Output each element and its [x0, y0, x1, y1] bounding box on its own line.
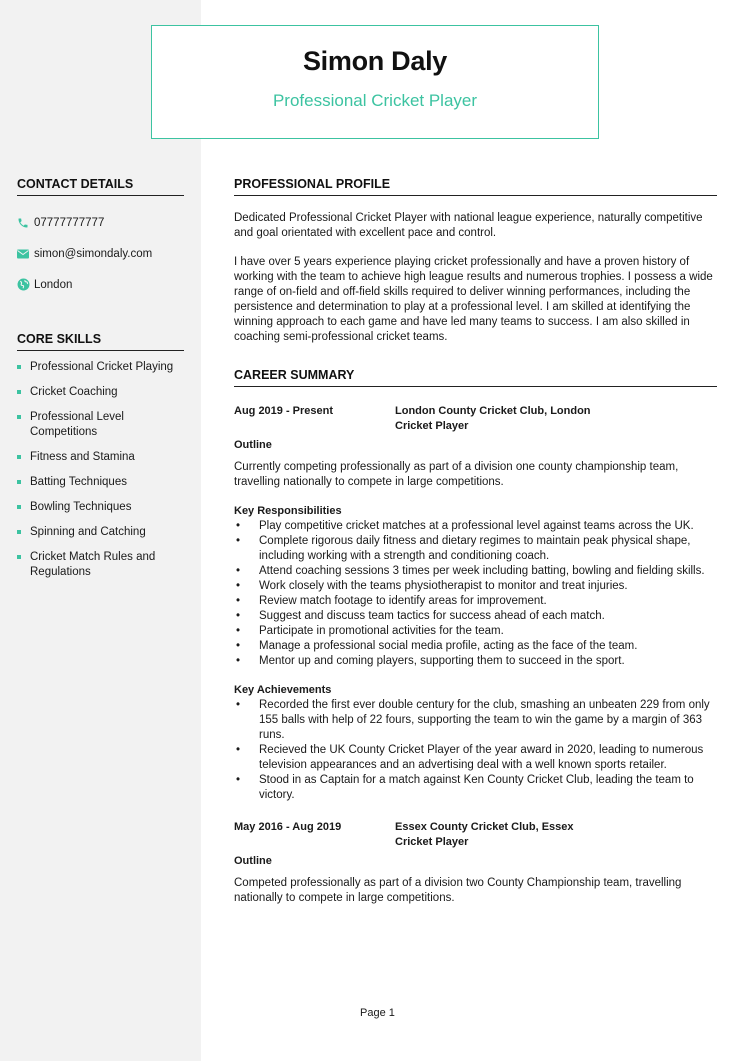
- job-dates: May 2016 - Aug 2019: [234, 821, 342, 833]
- responsibility-item: • Manage a professional social media profile, acting as the face of the team.: [234, 639, 717, 654]
- contact-location: [17, 269, 184, 300]
- contact-email-text[interactable]: simon@simondaly.com: [34, 247, 153, 260]
- responsibility-item: • Attend coaching sessions 3 times per week including batting, bowling and fielding skills.: [234, 564, 717, 579]
- job-place: [395, 404, 717, 434]
- main-content: [234, 177, 717, 906]
- achievement-item: • Recorded the first ever double century for the club, smashing an unbeaten 229 from only 155 balls with help of 22 fours, supporting the team to win the game by a margin of 363 runs.: [234, 698, 717, 743]
- job-role: Cricket Player: [395, 836, 469, 848]
- job-header: [234, 404, 717, 434]
- job-entry: [234, 820, 717, 906]
- skill-item: Cricket Coaching: [17, 385, 184, 400]
- responsibility-item: • Participate in promotional activities for the team.: [234, 624, 717, 639]
- skill-item: Professional Level Competitions: [17, 410, 184, 440]
- job-header: [234, 820, 717, 850]
- responsibility-item: • Work closely with the teams physiotherapist to monitor and treat injuries.: [234, 579, 717, 594]
- job-entry: [234, 404, 717, 803]
- responsibility-item: • Suggest and discuss team tactics for success ahead of each match.: [234, 609, 717, 624]
- page-number: Page 1: [360, 1007, 395, 1019]
- job-place: [395, 820, 717, 850]
- responsibility-item: • Complete rigorous daily fitness and dietary regimes to maintain peak physical shape, including working with a strength and conditioning coach.: [234, 534, 717, 564]
- job-employer: Essex County Cricket Club, Essex: [395, 821, 574, 833]
- contact-email: [17, 238, 184, 269]
- skill-item: Bowling Techniques: [17, 500, 184, 515]
- contact-phone: [17, 207, 184, 238]
- outline-label: Outline: [234, 855, 272, 867]
- achievement-item: • Stood in as Captain for a match against Ken County Cricket Club, leading the team to victory.: [234, 773, 717, 803]
- responsibility-item: • Mentor up and coming players, supporting them to succeed in the sport.: [234, 654, 717, 669]
- contact-phone-text[interactable]: 07777777777: [34, 216, 105, 229]
- contact-heading: CONTACT DETAILS: [17, 177, 184, 196]
- skill-item: Fitness and Stamina: [17, 450, 184, 465]
- contact-location-text: London: [34, 278, 73, 291]
- header-box: [151, 25, 599, 139]
- responsibility-item: • Play competitive cricket matches at a professional level against teams across the UK.: [234, 519, 717, 534]
- sidebar: [17, 177, 184, 590]
- profile-heading: PROFESSIONAL PROFILE: [234, 177, 717, 196]
- skill-item: Batting Techniques: [17, 475, 184, 490]
- job-employer: London County Cricket Club, London: [395, 405, 591, 417]
- skills-list: [17, 360, 184, 580]
- skills-heading: CORE SKILLS: [17, 332, 184, 351]
- phone-icon: [17, 216, 34, 230]
- candidate-title: Professional Cricket Player: [272, 91, 478, 110]
- skill-item: Professional Cricket Playing: [17, 360, 184, 375]
- profile-paragraph: Dedicated Professional Cricket Player with national league experience, naturally competitive and goal orientated with excellent pace and control.: [234, 212, 703, 239]
- responsibilities-list: [234, 519, 717, 669]
- envelope-icon: [17, 247, 34, 261]
- achievements-list: [234, 698, 717, 803]
- job-outline: Competed professionally as part of a division two County Championship team, travelling nationally to compete in large competitions.: [234, 877, 682, 904]
- contact-list: [17, 207, 184, 300]
- career-heading: CAREER SUMMARY: [234, 368, 717, 387]
- profile-paragraph: I have over 5 years experience playing cricket professionally and have a proven history of working with the team to achieve high league results and numerous trophies. I possess a wide range of on-field and off-field skills required to deliver winning performances, including the persistence and determination to play at a professional level. I am skilled at identifying the winning approach to each game and have led many teams to success. I am also skilled in coaching semi-professional cricket teams.: [234, 256, 713, 343]
- job-dates: Aug 2019 - Present: [234, 405, 334, 417]
- job-role: Cricket Player: [395, 420, 469, 432]
- outline-label: Outline: [234, 439, 272, 451]
- skill-item: Cricket Match Rules and Regulations: [17, 550, 184, 580]
- skill-item: Spinning and Catching: [17, 525, 184, 540]
- responsibilities-label: Key Responsibilities: [234, 505, 342, 517]
- achievement-item: • Recieved the UK County Cricket Player of the year award in 2020, leading to numerous television appearances and an advertising deal with a well known sports retailer.: [234, 743, 717, 773]
- globe-icon: [17, 278, 34, 292]
- responsibility-item: • Review match footage to identify areas for improvement.: [234, 594, 717, 609]
- candidate-name: Simon Daly: [302, 46, 448, 76]
- achievements-label: Key Achievements: [234, 684, 332, 696]
- job-outline: Currently competing professionally as part of a division one county championship team, travelling nationally to compete in large competitions.: [234, 461, 679, 488]
